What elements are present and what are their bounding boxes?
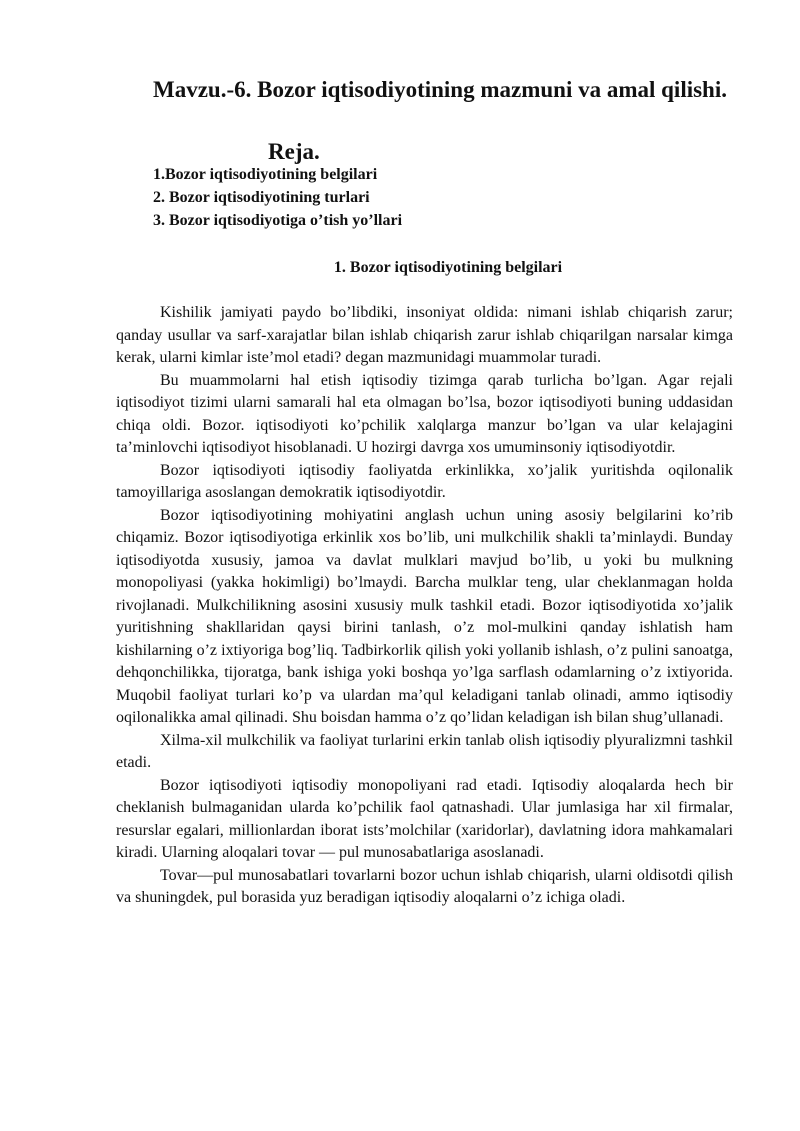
paragraph: Bozor iqtisodiyoti iqtisodiy monopoliyani rad etadi. Iqtisodiy aloqalarda hech bir cheklanish bulmaganidan ularda ko’pchilik faol qatnashadi. Ular jumlasiga har xil firmalar, resurslar egalari, millionlardan iborat ists’molchilar (xaridorlar), davlatning idora mahkamalari kiradi. Ularning aloqalari tovar — pul munosabatlariga asoslanadi. <box>116 776 733 861</box>
plan-list <box>153 163 402 232</box>
plan-item-1: 1.Bozor iqtisodiyotining belgilari <box>153 166 378 183</box>
paragraph: Kishilik jamiyati paydo bo’libdiki, insoniyat oldida: nimani ishlab chiqarish zarur; qanday usullar va sarf-xarajatlar bilan ishlab chiqarish zarur ishlab chiqarilgan narsalar kimga kerak, ularni kimlar iste’mol etadi? degan mazmunidagi muammolar turadi. <box>116 304 733 366</box>
body-text <box>116 302 733 910</box>
plan-heading: Reja. <box>268 139 320 164</box>
paragraph: Xilma-xil mulkchilik va faoliyat turlarini erkin tanlab olish iqtisodiy plyuralizmni tashkil etadi. <box>116 731 733 771</box>
paragraph: Bozor iqtisodiyoti iqtisodiy faoliyatda erkinlikka, xo’jalik yuritishda oqilonalik tamoyillariga asoslangan demokratik iqtisodiyotdir. <box>116 461 733 501</box>
document-title: Mavzu.-6. Bozor iqtisodiyotining mazmuni va amal qilishi. <box>153 77 727 102</box>
paragraph: Tovar—pul munosabatlari tovarlarni bozor uchun ishlab chiqarish, ularni oldisotdi qilish va shuningdek, pul borasida yuz beradigan iqtisodiy aloqalarni o’z ichiga oladi. <box>116 866 733 906</box>
plan-item-2: 2. Bozor iqtisodiyotining turlari <box>153 189 370 206</box>
paragraph: Bozor iqtisodiyotining mohiyatini anglash uchun uning asosiy belgilarini ko’rib chiqamiz. Bozor iqtisodiyotiga erkinlik xos bo’lib, uni mulkchilik shakli ta’minlaydi. Bunday iqtisodiyotda xususiy, jamoa va davlat mulklari mavjud bo’lib, u yoki bu mulkning monopoliyasi (yakka hokimligi) bo’lmaydi. Barcha mulklar teng, ular cheklanmagan holda rivojlanadi. Mulkchilikning asosini xususiy mulk tashkil etadi. Bozor iqtisodiyotida xo’jalik yuritishning shakllaridan qaysi birini tanlash, o’z mol-mulkini qanday ishlatish ham kishilarning o’z ixtiyoriga bog’liq. Tadbirkorlik qilish yoki yollanib ishlash, o’z pulini sanoatga, dehqonchilikka, tijoratga, bank ishiga yoki boshqa yo’lga sarflash odamlarning o’z ixtiyorida. Muqobil faoliyat turlari ko’p va ulardan ma’qul keladigani tanlab olinadi, ammo iqtisodiy oqilonalikka amal qilinadi. Shu boisdan hamma o’z qo’lidan keladigan ish bilan shug’ullanadi. <box>116 506 733 726</box>
section-heading: 1. Bozor iqtisodiyotining belgilari <box>333 259 563 276</box>
paragraph: Bu muammolarni hal etish iqtisodiy tizimga qarab turlicha bo’lgan. Agar rejali iqtisodiyot tizimi ularni samarali hal eta olmagan bo’lsa, bozor iqtisodiyoti buning uddasidan chiqa oldi. Bozor. iqtisodiyoti ko’pchilik xalqlarga manzur bo’lgan va ular kelajagini ta’minlovchi iqtisodiyot hisoblanadi. U hozirgi davrga xos umuminsoniy iqtisodiyotdir. <box>116 371 733 456</box>
plan-item-3: 3. Bozor iqtisodiyotiga o’tish yo’llari <box>153 212 403 229</box>
